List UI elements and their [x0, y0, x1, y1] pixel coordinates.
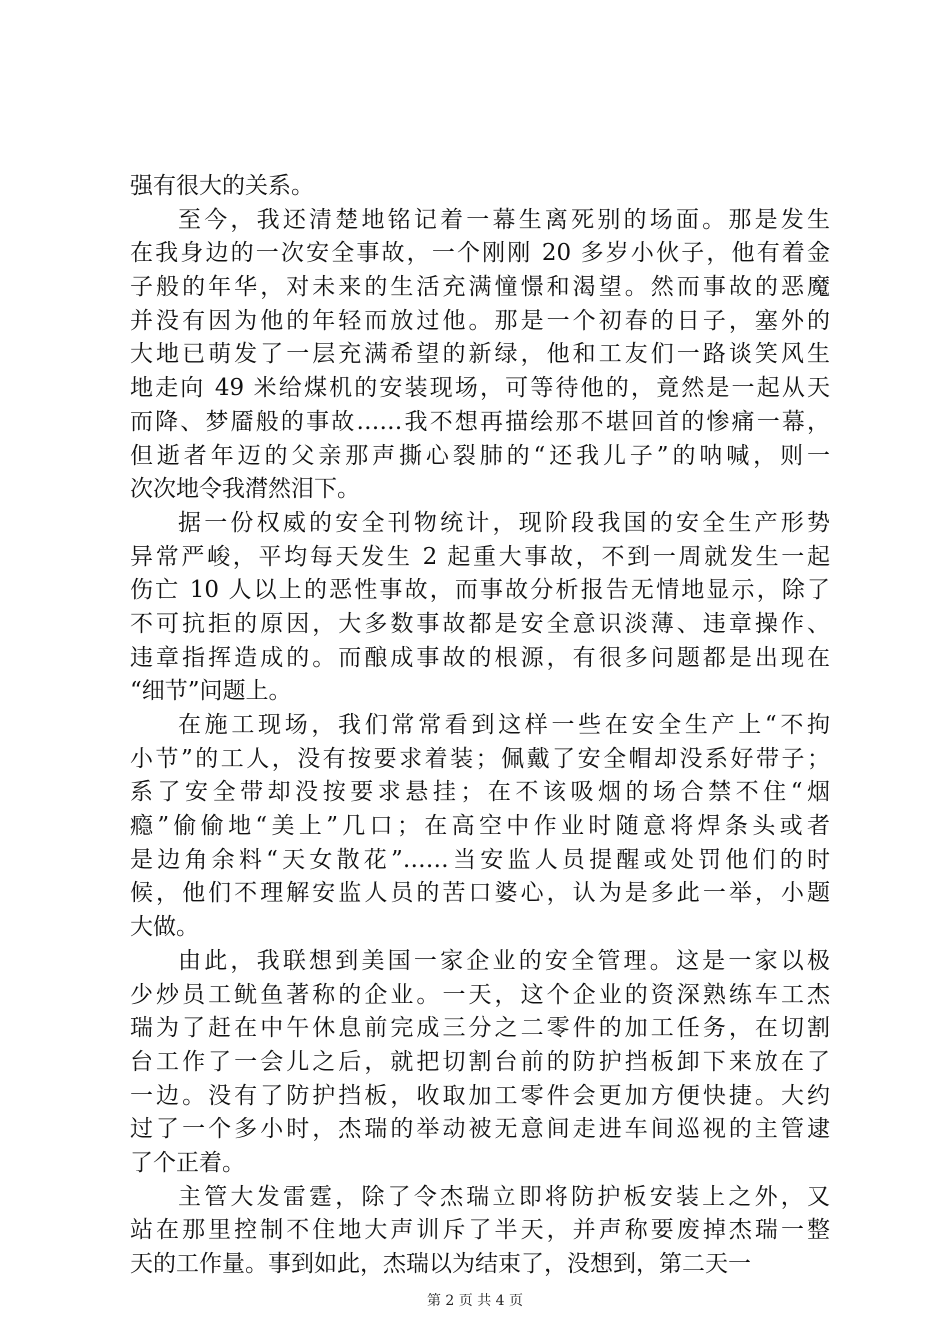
- text-line: 违章指挥造成的。而酿成事故的根源，有很多问题都是出现在: [130, 644, 830, 671]
- document-body: [130, 170, 830, 1282]
- text-line: 在我身边的一次安全事故，一个刚刚 20 多岁小伙子，他有着金: [130, 240, 830, 267]
- paragraph: [130, 204, 830, 507]
- text-line: 据一份权威的安全刊物统计，现阶段我国的安全生产形势: [178, 509, 830, 536]
- text-line: 并没有因为他的年轻而放过他。那是一个初春的日子，塞外的: [130, 307, 830, 334]
- text-line: 次次地令我潸然泪下。: [130, 476, 360, 503]
- text-line: 至今，我还清楚地铭记着一幕生离死别的场面。那是发生: [178, 206, 830, 233]
- text-line: 强有很大的关系。: [130, 173, 314, 199]
- text-line: 地走向 49 米给煤机的安装现场，可等待他的，竟然是一起从天: [130, 375, 830, 402]
- text-line: 少炒员工鱿鱼著称的企业。一天，这个企业的资深熟练车工杰: [130, 981, 830, 1008]
- text-line: 异常严峻，平均每天发生 2 起重大事故，不到一周就发生一起: [130, 543, 830, 570]
- text-line: 瑞为了赶在中午休息前完成三分之二零件的加工任务，在切割: [130, 1015, 830, 1042]
- text-line: 大地已萌发了一层充满希望的新绿，他和工友们一路谈笑风生: [130, 341, 830, 368]
- text-line: 伤亡 10 人以上的恶性事故，而事故分析报告无情地显示，除了: [130, 577, 830, 604]
- text-line: 是边角余料“天女散花”……当安监人员提醒或处罚他们的时: [130, 846, 830, 873]
- text-line: 站在那里控制不住地大声训斥了半天，并声称要废掉杰瑞一整: [130, 1217, 830, 1244]
- text-line: 由此，我联想到美国一家企业的安全管理。这是一家以极: [178, 947, 830, 974]
- paragraph: [130, 507, 830, 709]
- text-line: 系了安全带却没按要求悬挂；在不该吸烟的场合禁不住“烟: [130, 779, 830, 806]
- text-line: “细节”问题上。: [130, 678, 292, 705]
- text-line: 大做。: [130, 914, 199, 941]
- text-line: 天的工作量。事到如此，杰瑞以为结束了，没想到，第二天一: [130, 1251, 751, 1277]
- text-line: 台工作了一会儿之后，就把切割台前的防护挡板卸下来放在了: [130, 1048, 830, 1075]
- text-line: 候，他们不理解安监人员的苦口婆心，认为是多此一举，小题: [130, 880, 830, 907]
- text-line: 一边。没有了防护挡板，收取加工零件会更加方便快捷。大约: [130, 1082, 830, 1109]
- text-line: 而降、梦靥般的事故……我不想再描绘那不堪回首的惨痛一幕，: [130, 408, 830, 435]
- text-line: 子般的年华，对未来的生活充满憧憬和渴望。然而事故的恶魔: [130, 274, 830, 301]
- page-footer: 第 2 页 共 4 页: [426, 1293, 524, 1309]
- paragraph: [130, 1181, 830, 1282]
- text-line: 过了一个多小时，杰瑞的举动被无意间走进车间巡视的主管逮: [130, 1116, 830, 1143]
- paragraph: [130, 170, 830, 204]
- text-line: 小节”的工人，没有按要求着装；佩戴了安全帽却没系好带子；: [130, 745, 830, 772]
- text-line: 主管大发雷霆，除了令杰瑞立即将防护板安装上之外，又: [178, 1183, 830, 1210]
- text-line: 了个正着。: [130, 1149, 245, 1176]
- text-line: 但逝者年迈的父亲那声撕心裂肺的“还我儿子”的呐喊，则一: [130, 442, 830, 469]
- text-line: 瘾”偷偷地“美上”几口；在高空中作业时随意将焊条头或者: [130, 813, 830, 840]
- text-line: 在施工现场，我们常常看到这样一些在安全生产上“不拘: [178, 712, 830, 738]
- paragraph: [130, 709, 830, 945]
- text-line: 不可抗拒的原因，大多数事故都是安全意识淡薄、违章操作、: [130, 610, 830, 637]
- paragraph: [130, 945, 830, 1181]
